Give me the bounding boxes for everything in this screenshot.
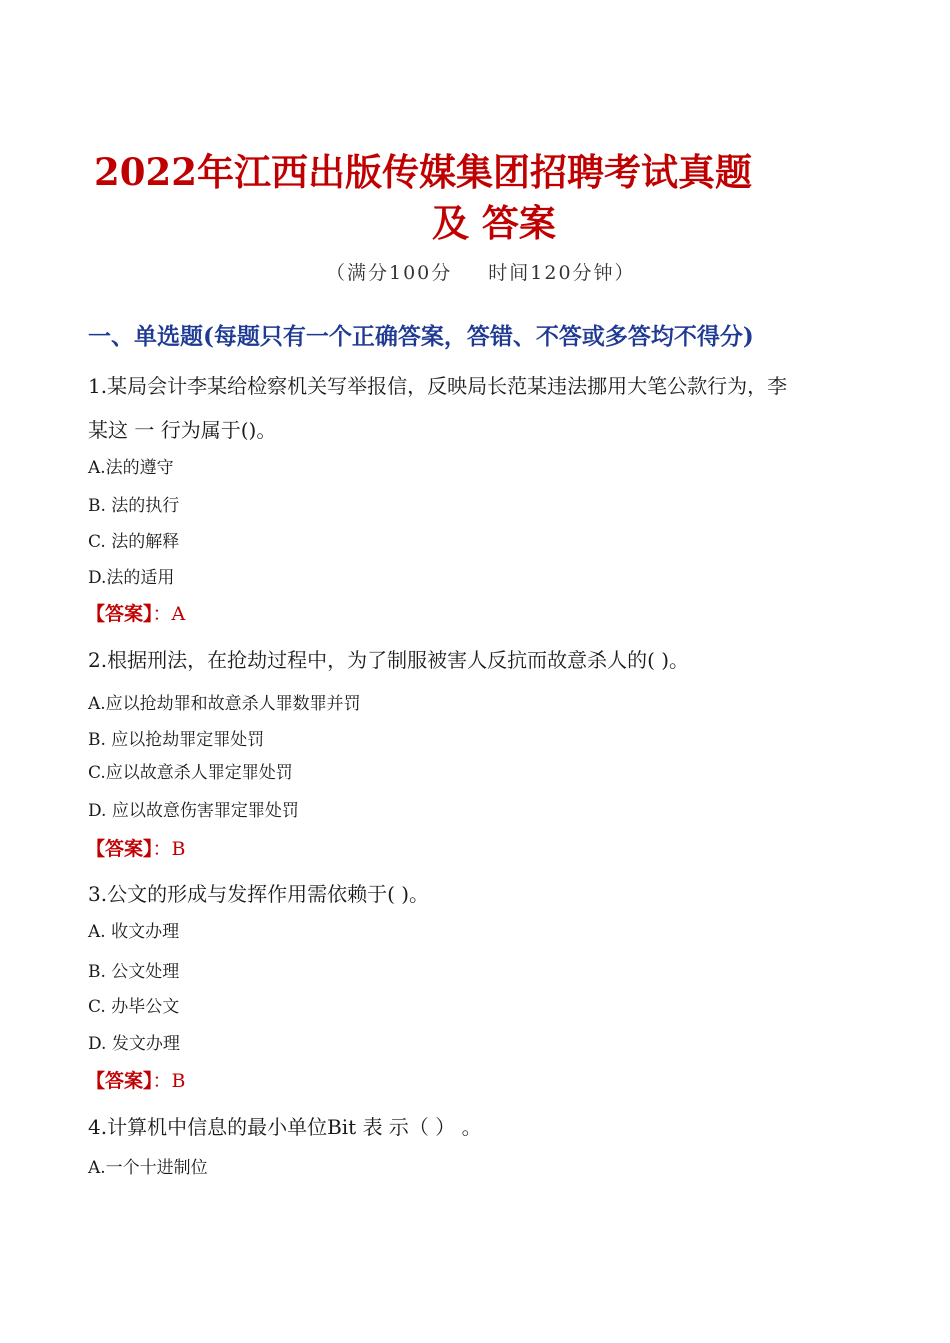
answer-value: ：B <box>152 1070 186 1092</box>
question-3-option-b: B. 公文处理 <box>88 962 180 982</box>
question-1-option-b: B. 法的执行 <box>88 496 180 516</box>
question-1-option-d: D.法的适用 <box>88 568 175 588</box>
question-3-option-c: C. 办毕公文 <box>88 997 180 1017</box>
question-3-option-a: A. 收文办理 <box>88 922 180 942</box>
question-2-option-a: A.应以抢劫罪和故意杀人罪数罪并罚 <box>88 694 361 714</box>
question-3-stem: 3.公文的形成与发挥作用需依赖于( )。 <box>88 882 430 906</box>
answer-label: 【答案】 <box>86 1070 153 1092</box>
question-3-option-d: D. 发文办理 <box>88 1034 180 1054</box>
question-1-option-c: C. 法的解释 <box>88 532 180 552</box>
question-2-option-b: B. 应以抢劫罪定罪处罚 <box>88 730 265 750</box>
document-title-line2: 及 答案 <box>432 201 556 245</box>
answer-value: ：B <box>152 838 186 860</box>
document-title-line1: 2022年江西出版传媒集团招聘考试真题 <box>94 150 752 194</box>
exam-time: 时间120分钟） <box>488 262 636 284</box>
exam-score: （满分100分 <box>326 262 453 284</box>
question-1-option-a: A.法的遵守 <box>88 458 174 478</box>
question-4-stem: 4.计算机中信息的最小单位Bit 表 示（ ） 。 <box>88 1115 482 1139</box>
question-2-option-c: C.应以故意杀人罪定罪处罚 <box>88 763 293 783</box>
question-2-option-d: D. 应以故意伤害罪定罪处罚 <box>88 801 299 821</box>
question-1-stem-line2: 某这 一 行为属于()。 <box>88 418 277 442</box>
question-1-stem-line1: 1.某局会计李某给检察机关写举报信，反映局长范某违法挪用大笔公款行为，李 <box>88 374 788 398</box>
answer-label: 【答案】 <box>86 603 153 625</box>
section-heading: 一、单选题(每题只有一个正确答案，答错、不答或多答均不得分) <box>88 323 754 350</box>
exam-info <box>326 258 636 285</box>
question-2-stem: 2.根据刑法，在抢劫过程中，为了制服被害人反抗而故意杀人的( )。 <box>88 648 690 672</box>
answer-label: 【答案】 <box>86 838 153 860</box>
question-2-answer <box>86 834 185 861</box>
question-4-option-a: A.一个十进制位 <box>88 1158 208 1178</box>
answer-value: ：A <box>152 603 186 625</box>
question-1-answer <box>86 599 185 626</box>
question-3-answer <box>86 1066 185 1093</box>
